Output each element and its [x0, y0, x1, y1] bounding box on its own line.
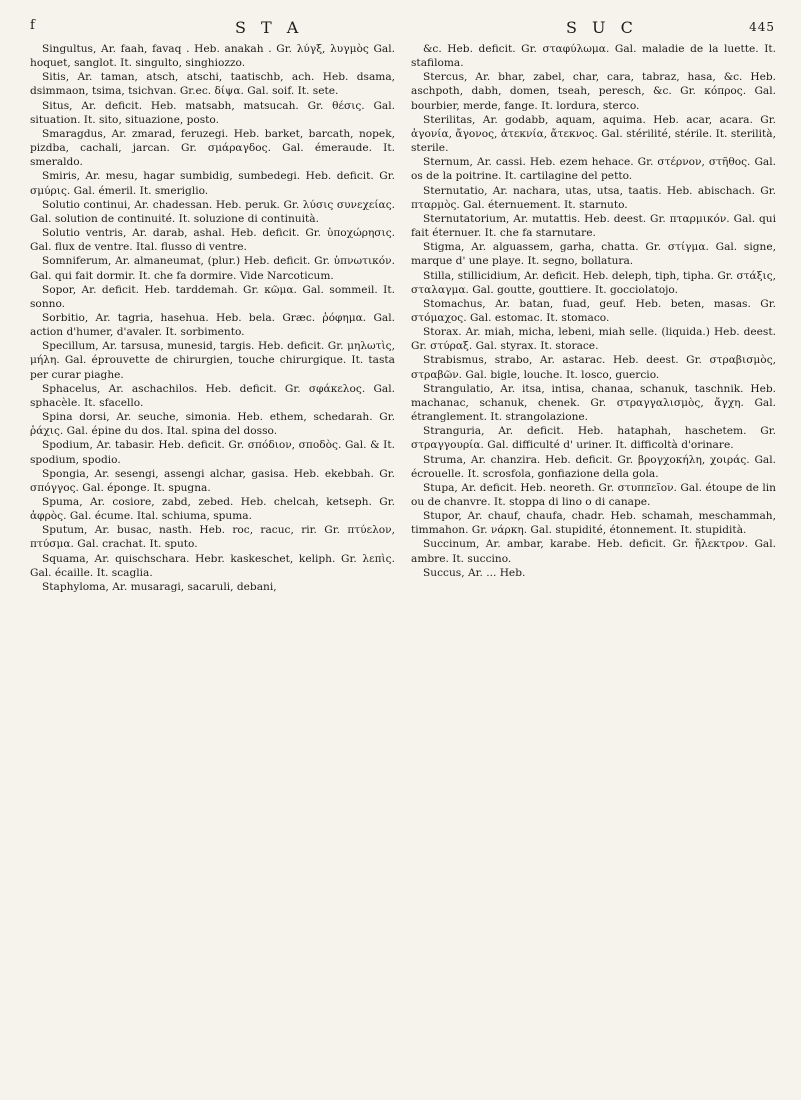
dictionary-entry: Strangulatio, Ar. itsa, intisa, chanaa, schanuk, taschnik. Heb. machanac, schanuk, chenek. Gr. στραγγαλισμὸς, ἄγχη. Gal. étranglement. It. strangolazione.	[411, 382, 776, 424]
dictionary-entry: Somniferum, Ar. almaneumat, (plur.) Heb. deficit. Gr. ὑπνωτικόν. Gal. qui fait dormir. It. che fa dormire. Vide Narcoticum.	[30, 255, 395, 282]
dictionary-entry: Staphyloma, Ar. musaragi, sacaruli, debani,	[42, 580, 277, 593]
dictionary-entry: Stigma, Ar. alguassem, garha, chatta. Gr. στίγμα. Gal. signe, marque d' une playe. It. segno, bollatura.	[411, 241, 776, 268]
dictionary-entry: Solutio ventris, Ar. darab, ashal. Heb. deficit. Gr. ὑποχώρησις. Gal. flux de ventre. Ital. flusso di ventre.	[30, 227, 395, 254]
left-column	[30, 42, 395, 594]
dictionary-entry: Sputum, Ar. busac, nasth. Heb. roc, racuc, rir. Gr. πτύελον, πτύσμα. Gal. crachat. It. sputo.	[30, 524, 395, 551]
running-header	[30, 18, 781, 40]
dictionary-entry: Singultus, Ar. faah, favaq . Heb. anakah . Gr. λύγξ, λυγμὸς Gal. hoquet, sanglot. It. singulto, singhiozzo.	[30, 43, 395, 70]
dictionary-entry: Spuma, Ar. cosiore, zabd, zebed. Heb. chelcah, ketseph. Gr. ἀφρὸς. Gal. écume. Ital. schiuma, spuma.	[30, 496, 395, 523]
header-title-left: S T A	[235, 18, 304, 37]
dictionary-entry: Sphacelus, Ar. aschachilos. Heb. deficit. Gr. σφάκελος. Gal. sphacèle. It. sfacello.	[30, 382, 395, 409]
dictionary-entry: Sorbitio, Ar. tagria, hasehua. Heb. bela. Græc. ῥόφημα. Gal. action d'humer, d'avaler. It. sorbimento.	[30, 311, 395, 339]
dictionary-entry: Sitis, Ar. taman, atsch, atschi, taatischb, ach. Heb. dsama, dsimmaon, tsima, tsichvan. Gr.ec. δίψα. Gal. soif. It. sete.	[30, 71, 395, 98]
two-column-body	[30, 42, 781, 594]
dictionary-entry: Strabismus, strabo, Ar. astarac. Heb. deest. Gr. στραβισμὸς, στραβῶν. Gal. bigle, louche. It. losco, guercio.	[411, 354, 776, 381]
dictionary-entry: Specillum, Ar. tarsusa, munesid, targis. Heb. deficit. Gr. μηλωτὶς, μήλη. Gal. éprouvette de chirurgien, touche chirurgique. It. tasta per curar piaghe.	[30, 340, 395, 381]
dictionary-entry: Sternum, Ar. cassi. Heb. ezem hehace. Gr. στέρνον, στῆθος. Gal. os de la poitrine. It. cartilagine del petto.	[411, 156, 776, 183]
dictionary-entry: Sopor, Ar. deficit. Heb. tarddemah. Gr. κῶμα. Gal. sommeil. It. sonno.	[30, 283, 395, 310]
dictionary-entry: Succus, Ar. ... Heb.	[423, 566, 526, 579]
dictionary-entry: Sterilitas, Ar. godabb, aquam, aquima. Heb. acar, acara. Gr. ἀγονία, ἄγονος, ἀτεκνία, ἄτεκνος. Gal. stérilité, stérile. It. sterilità, sterile.	[411, 113, 776, 155]
header-left-mark: f	[30, 18, 40, 33]
dictionary-entry: Stomachus, Ar. batan, fuad, geuf. Heb. beten, masas. Gr. στόμαχος. Gal. estomac. It. stomaco.	[411, 297, 776, 324]
dictionary-entry: Stercus, Ar. bhar, zabel, char, cara, tabraz, hasa, &c. Heb. aschpoth, dabh, domen, tseah, peresch, &c. Gr. κόπρος. Gal. bourbier, merde, fange. It. lordura, sterco.	[411, 71, 776, 112]
dictionary-entry: Stranguria, Ar. deficit. Heb. hataphah, haschetem. Gr. στραγγουρία. Gal. difficulté d' uriner. It. difficoltà d'orinare.	[411, 425, 776, 452]
dictionary-entry: Spongia, Ar. sesengi, assengi alchar, gasisa. Heb. ekebbah. Gr. σπόγγος. Gal. éponge. It. spugna.	[30, 467, 395, 494]
dictionary-entry: Stupa, Ar. deficit. Heb. neoreth. Gr. στυππεῖον. Gal. étoupe de lin ou de chanvre. It. stoppa di lino o di canape.	[411, 481, 776, 508]
header-title-right: S U C	[566, 18, 638, 37]
dictionary-entry: Situs, Ar. deficit. Heb. matsabh, matsucah. Gr. θέσις. Gal. situation. It. sito, situazione, posto.	[30, 99, 395, 126]
dictionary-entry: Smaragdus, Ar. zmarad, feruzegi. Heb. barket, barcath, nopek, pizdba, cachali, jarcan. Gr. σμάραγδος. Gal. émeraude. It. smeraldo.	[30, 127, 395, 169]
dictionary-entry: Sternutatio, Ar. nachara, utas, utsa, taatis. Heb. abischach. Gr. πταρμὸς. Gal. éternuement. It. starnuto.	[411, 184, 776, 211]
dictionary-entry: &c. Heb. deficit. Gr. σταφύλωμα. Gal. maladie de la luette. It. stafiloma.	[411, 43, 776, 70]
dictionary-entry: Spodium, Ar. tabasir. Heb. deficit. Gr. σπόδιον, σποδὸς. Gal. & It. spodium, spodio.	[30, 439, 395, 466]
dictionary-entry: Squama, Ar. quischschara. Hebr. kaskeschet, keliph. Gr. λεπὶς. Gal. écaille. It. scaglia.	[30, 552, 395, 579]
dictionary-entry: Storax. Ar. miah, micha, lebeni, miah selle. (liquida.) Heb. deest. Gr. στύραξ. Gal. styrax. It. storace.	[411, 326, 776, 353]
dictionary-entry: Solutio continui, Ar. chadessan. Heb. peruk. Gr. λύσις συνεχείας. Gal. solution de continuité. It. soluzione di continuità.	[30, 198, 395, 225]
right-column	[411, 42, 776, 594]
dictionary-entry: Sternutatorium, Ar. mutattis. Heb. deest. Gr. πταρμικόν. Gal. qui fait éternuer. It. che fa starnutare.	[411, 212, 776, 240]
page-number: 445	[749, 20, 775, 34]
dictionary-entry: Struma, Ar. chanzira. Heb. deficit. Gr. βρογχοκήλη, χοιράς. Gal. écrouelle. It. scrosfola, gonfiazione della gola.	[411, 453, 776, 480]
dictionary-entry: Stupor, Ar. chauf, chaufa, chadr. Heb. schamah, meschammah, timmahon. Gr. νάρκη. Gal. stupidité, étonnement. It. stupidità.	[411, 510, 776, 537]
dictionary-entry: Spina dorsi, Ar. seuche, simonia. Heb. ethem, schedarah. Gr. ῥάχις. Gal. épine du dos. Ital. spina del dosso.	[30, 411, 395, 438]
dictionary-entry: Smiris, Ar. mesu, hagar sumbidig, sumbedegi. Heb. deficit. Gr. σμύρις. Gal. émeril. It. smeriglio.	[30, 170, 395, 197]
dictionary-entry: Succinum, Ar. ambar, karabe. Heb. deficit. Gr. ἤλεκτρον. Gal. ambre. It. succino.	[411, 538, 776, 565]
dictionary-entry: Stilla, stillicidium, Ar. deficit. Heb. deleph, tiph, tipha. Gr. στάξις, σταλαγμα. Gal. goutte, gouttiere. It. gocciolatojo.	[411, 269, 776, 296]
